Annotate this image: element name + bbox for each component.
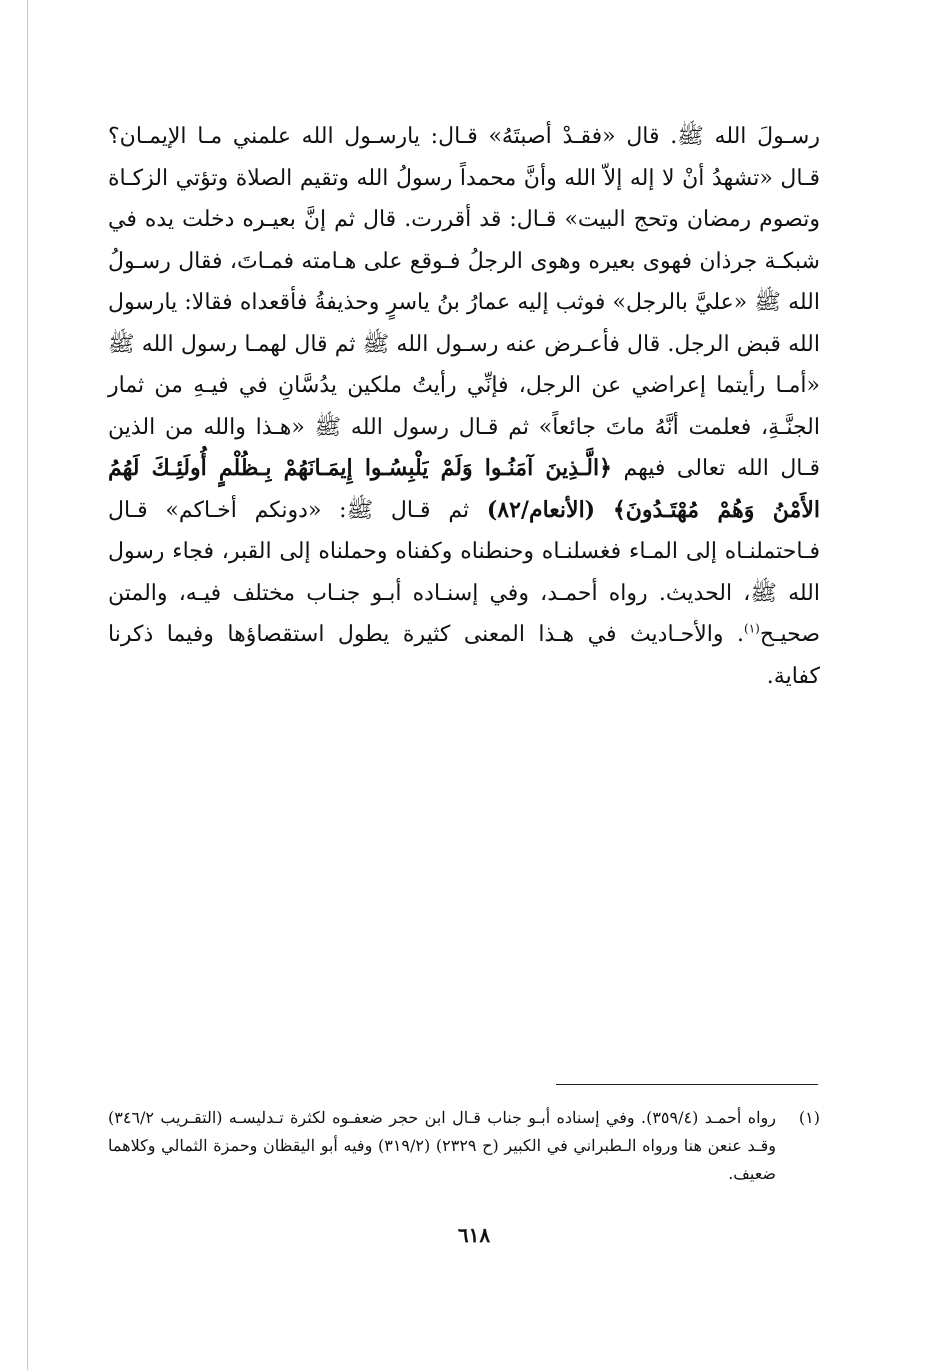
hadith-continuation: ثم قـال ﷺ: «دونكم أخـاكم» قـال فـاحتملنـاه إلى المـاء فغسلنـاه وحنطناه وكفناه وحملناه إلى القبر، فجاء رسول الله ﷺ، الحديث. رواه أحمـد، وفي إسنـاده أبـو جنـاب مختلف فيـه، والمتن صحيـح (108, 497, 821, 647)
quran-verse: ﴿الَّـذِينَ آمَنُـوا وَلَمْ يَلْبِسُـوا إِيمَـانَهُمْ بِـظُلْمٍ أُولَئِـكَ لَهُمُ الأَمْنُ وَهُمْ مُهْتَـدُونَ﴾ (108, 455, 820, 523)
main-text (108, 116, 820, 697)
footnote-text: رواه أحمـد (٣٥٩/٤). وفي إسناده أبـو جناب قـال ابن حجر ضعفـوه لكثرة تـدليسـه (التقـريب ٣٤٦/٢) وقـد عنعن هنا ورواه الـطبراني في الكبير (ح ٢٣٢٩) (٣١٩/٢) وفيه أبو اليقظان وحمزة الثمالي وكلاهما ضعيف. (108, 1108, 777, 1183)
hadith-text: رسـولَ الله ﷺ. قال «فقـدْ أصبتَهُ» قـال: يارسـول الله علمني مـا الإيمـان؟ قـال «تشهدُ أنْ لا إله إلاّ الله وأنَّ محمداً رسولُ الله وتقيم الصلاة وتؤتي الزكـاة وتصوم رمضان وتحج البيت» قـال: قد أقررت. قال ثم إنَّ بعيـره دخلت يده في شبكـة جرذان فهوى بعيره وهوى الرجلُ فـوقع على هـامته فمـاتَ، فقال رسـولُ الله ﷺ «عليَّ بالرجل» فوثب إليه عمارُ بنُ ياسرٍ وحذيفةُ فأقعداه فقالا: يارسول الله قبض الرجل. قال فأعـرض عنه رسـول الله ﷺ ثم قال لهمـا رسول الله ﷺ «أمـا رأيتما إعراضي عن الرجل، فإنِّي رأيتُ ملكين يدُسَّانِ في فيـهِ من ثمار الجنَّـةِ، فعلمت أنَّهُ ماتَ جائعاً» ثم قـال رسول الله ﷺ «هـذا والله من الذين قـال الله تعالى فيهم (108, 124, 820, 481)
page-number: ٦١٨ (457, 1223, 491, 1247)
body-paragraph (108, 116, 820, 697)
footnote-marker: (١) (744, 621, 760, 636)
verse-reference: (الأنعام/٨٢) (486, 496, 596, 523)
footnote-number: (١) (798, 1108, 820, 1127)
scan-edge-line (27, 0, 28, 1370)
closing-sentence: . والأحـاديث في هـذا المعنى كثيرة يطول استقصاؤها وفيما ذكرنا كفاية. (108, 622, 820, 689)
footnote-divider (556, 1084, 818, 1085)
footnote (108, 1104, 820, 1188)
